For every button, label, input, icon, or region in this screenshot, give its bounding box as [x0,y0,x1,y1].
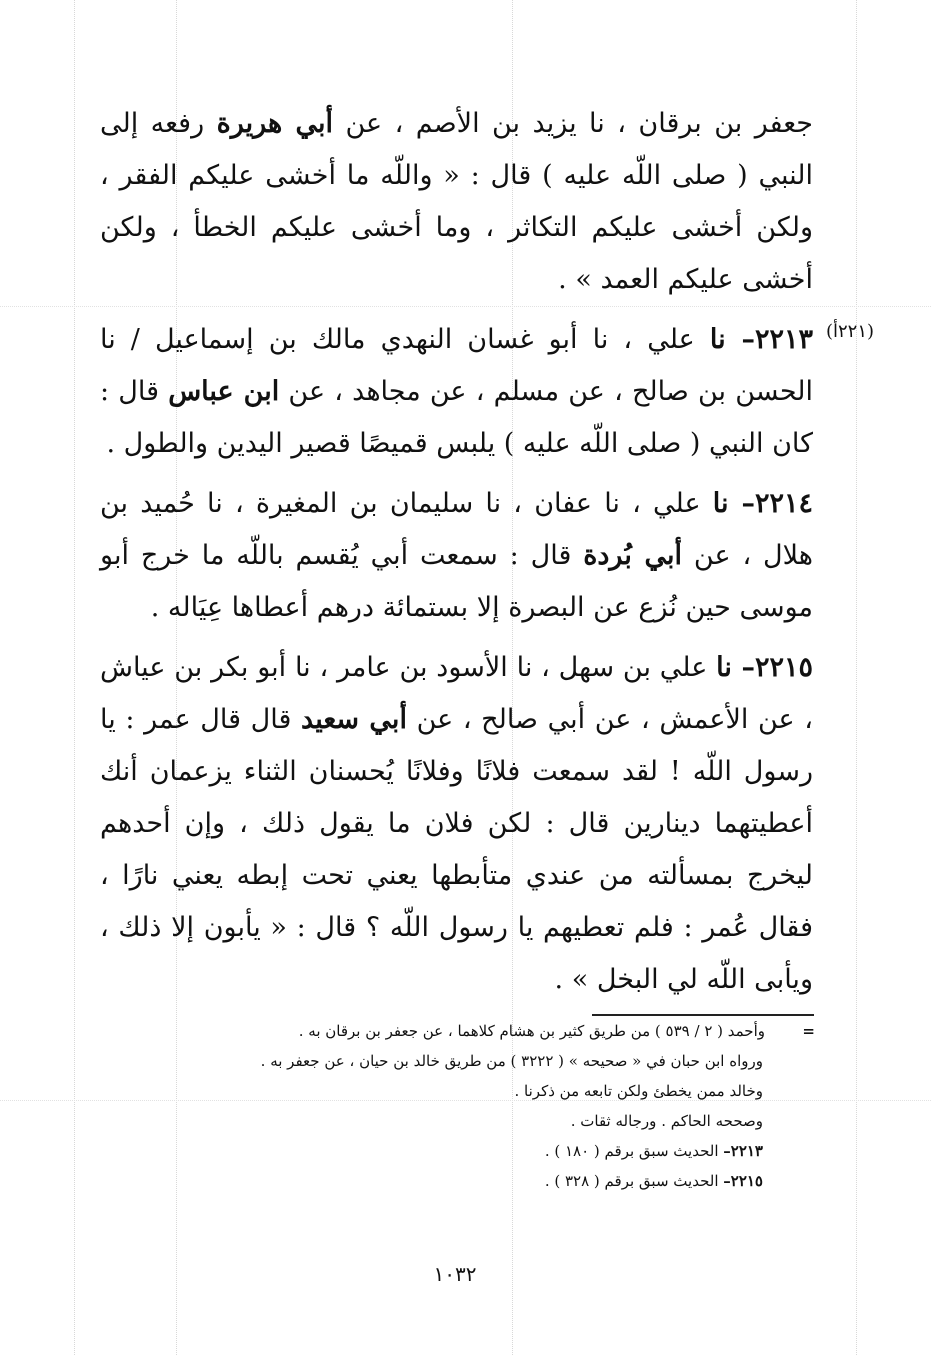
hadith-text: علي ، نا أبو غسان النهدي مالك بن إسماعيل / نا الحسن بن صالح ، عن مسلم ، عن مجاهد ، عن [100,324,814,407]
manuscript-folio-ref: (٢٢١أ) [825,321,875,342]
narrator-name: أبي سعيد [301,704,407,735]
footnote-text: وخالد ممن يخطئ ولكن تابعه من ذكرنا . [514,1082,763,1100]
hadith-text: قال قال عمر : يا رسول اللّه ! لقد سمعت فلانًا وفلانًا يُحسنان الثناء يزعمان أنك أعطيتهما دينارين قال : لكن فلان ما يقول ذلك ، وإن أحدهم ليخرج بمسألته من عندي متأبطها يعني تحت إبطه يعني نارًا ، فقال عُمر : فلم تعطيهم يا رسول اللّه ؟ قال : « يأبون إلا ذلك ، ويأبى اللّه لي البخل » . [100,704,813,995]
narrator-name: أبي بُردة [583,540,683,571]
continuation-mark: = [802,1022,815,1040]
p1-text: جعفر بن برقان ، نا يزيد بن الأصم ، عن [333,108,814,139]
hadith-text: علي بن سهل ، نا الأسود بن عامر ، نا أبو بكر بن عياش ، عن الأعمش ، عن أبي صالح ، عن [100,652,813,735]
footnote-line [170,1016,815,1046]
narrator-name: أبي هريرة [216,108,334,139]
paragraph-continuation [100,98,813,306]
p1-text-rest: رفعه إلى النبي ( صلى اللّه عليه ) قال : « واللّه ما أخشى عليكم الفقر ، ولكن أخشى عليكم التكاثر ، وما أخشى عليكم الخطأ ، ولكن أخشى عليكم العمد » . [100,108,813,295]
footnote-line [170,1106,815,1136]
hadith-number: ٢٢١٥– نا [716,652,813,683]
hadith-2214 [100,478,813,634]
footnote-text: ورواه ابن حبان في « صحيحه » ( ٣٢٢٢ ) من طريق خالد بن حيان ، عن جعفر به . [260,1052,763,1070]
hadith-number: ٢٢١٣– نا [709,324,813,355]
footnote-line [170,1046,815,1076]
page-number: ١٠٣٢ [433,1262,477,1286]
hadith-text: قال : سمعت أبي يُقسم باللّه ما خرج أبو موسى حين نُزع عن البصرة إلا بستمائة درهم أعطاها عِيَاله . [100,540,813,623]
hadith-number: ٢٢١٤– نا [712,488,813,519]
footnote-text: الحديث سبق برقم ( ١٨٠ ) . [544,1142,724,1160]
hadith-text: قال : كان النبي ( صلى اللّه عليه ) يلبس قميصًا قصير اليدين والطول . [100,376,813,459]
footnote-line [170,1166,815,1196]
hadith-text: علي ، نا عفان ، نا سليمان بن المغيرة ، نا حُميد بن هلال ، عن [100,488,813,571]
scan-guide-line [74,0,75,1355]
hadith-2215 [100,642,813,1006]
footnote-text: الحديث سبق برقم ( ٣٢٨ ) . [544,1172,724,1190]
narrator-name: ابن عباس [168,376,280,407]
footnote-hadith-number: ٢٢١٣– [723,1142,763,1160]
footnotes [170,1016,815,1196]
footnote-hadith-number: ٢٢١٥– [723,1172,763,1190]
footnote-line [170,1136,815,1166]
hadith-2213 [100,314,813,470]
footnote-text: وأحمد ( ٢ / ٥٣٩ ) من طريق كثير بن هشام كلاهما ، عن جعفر بن برقان به . [298,1022,765,1040]
footnote-line [170,1076,815,1106]
scan-guide-line [856,0,857,1355]
main-text [100,98,813,1014]
footnote-text: وصححه الحاكم . ورجاله ثقات . [570,1112,763,1130]
